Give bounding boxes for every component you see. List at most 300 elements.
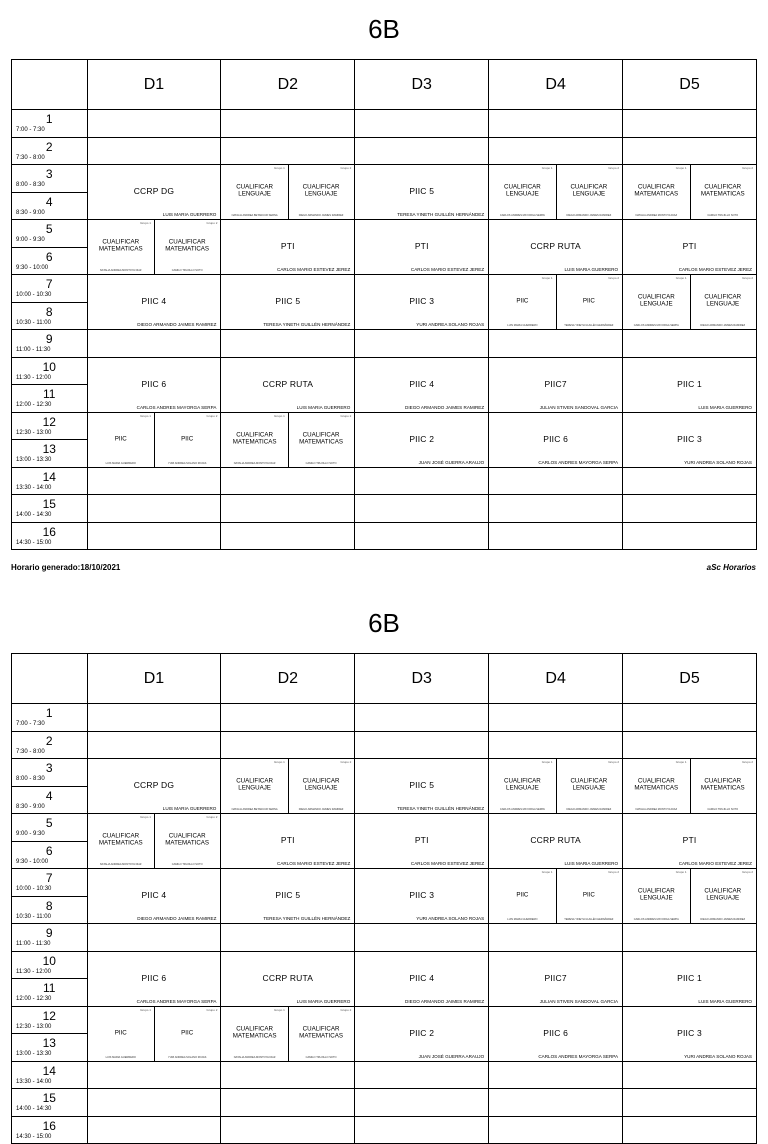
lesson-subject: CUALIFICAR LENGUAJE (236, 183, 273, 198)
period-cell (12, 1006, 88, 1034)
lesson-teacher: JULIAN STIVEN SANDOVAL GARCIA (539, 404, 619, 410)
empty-cell (87, 731, 221, 759)
period-time: 8:00 - 8:30 (16, 182, 45, 189)
lesson-teacher: LUIS MARIA GUERRERO (698, 998, 752, 1004)
lesson-teacher: DIEGO ARMANDO JAIMES RAMIREZ (298, 214, 344, 217)
period-number: 7 (45, 871, 53, 886)
period-cell (12, 896, 88, 924)
period-time: 12:30 - 13:00 (16, 429, 52, 436)
lesson-teacher: CARLOS ANDRES MAYORGA SERPA (136, 404, 217, 410)
lesson-subject: CUALIFICAR MATEMATICAS (700, 183, 745, 198)
lesson-subject: PTI (280, 834, 295, 845)
period-cell (12, 786, 88, 814)
group-label: Grupo 2 (742, 760, 753, 764)
group-label: Grupo 1 (541, 870, 553, 874)
lesson-subject: PIIC (114, 435, 127, 443)
empty-cell (623, 704, 757, 732)
lesson-subject: CCRP RUTA (262, 972, 314, 983)
lesson-teacher: NATALIA ANDREA MONTOYA DIAZ (99, 269, 142, 272)
lesson-teacher: NATALIA ANDREA MONTOYA DIAZ (635, 214, 678, 217)
lesson-cell (489, 814, 623, 869)
lesson-teacher: CARLOS ANDRES MAYORGA SERPA (136, 998, 217, 1004)
period-time: 12:00 - 12:30 (16, 996, 52, 1003)
lesson-subject: CCRP DG (133, 185, 175, 196)
lesson-teacher: CAMILO TRUJILLO SOTO (707, 808, 739, 811)
day-header: D1 (87, 60, 221, 110)
lesson-group (690, 869, 756, 923)
lesson (623, 759, 756, 813)
lesson-teacher: LUIS MARIA GUERRERO (162, 806, 217, 811)
lesson-teacher: CARLOS ANDRES MAYORGA SERPA (633, 324, 679, 327)
group-label: Grupo 2 (340, 166, 352, 170)
period-time: 10:30 - 11:00 (16, 913, 51, 920)
lesson-subject: CUALIFICAR MATEMATICAS (232, 1024, 277, 1039)
lesson-subject: PIIC 4 (409, 972, 435, 983)
period-time: 13:00 - 13:30 (16, 457, 52, 464)
lesson-group (556, 759, 622, 813)
lesson-subject: CUALIFICAR LENGUAJE (570, 777, 608, 792)
lesson-subject: PIIC 4 (409, 378, 435, 389)
lesson (221, 869, 354, 923)
lesson-teacher: CARLOS ANDRES MAYORGA SERPA (499, 214, 545, 217)
lesson-subject: CUALIFICAR MATEMATICAS (299, 430, 343, 445)
period-time: 9:30 - 10:00 (16, 264, 49, 271)
lesson-subject: PIIC 6 (141, 378, 167, 389)
period-cell (12, 704, 88, 732)
group-label: Grupo 1 (541, 760, 553, 764)
lesson (88, 952, 221, 1006)
lesson-subject: PIIC 4 (141, 889, 167, 900)
day-header: D2 (221, 60, 355, 110)
group-label: Grupo 2 (608, 870, 620, 874)
period-cell (12, 814, 88, 842)
period-number: 5 (45, 816, 53, 831)
timetable-grid-repeat (11, 653, 757, 1144)
day-header: D5 (623, 654, 757, 704)
lesson-cell (355, 759, 489, 814)
lesson-teacher: CARLOS MARIO ESTEVEZ JEREZ (678, 267, 752, 272)
period-cell (12, 951, 88, 979)
lesson-teacher: CARLOS ANDRES MAYORGA SERPA (633, 918, 679, 921)
lesson-teacher: DIEGO ARMANDO JAIMES RAMIREZ (566, 214, 612, 217)
lesson (489, 869, 622, 923)
lesson (88, 814, 221, 868)
lesson-subject: PIIC 2 (409, 1027, 435, 1038)
lesson-cell (87, 759, 221, 814)
group-label: Grupo 1 (541, 276, 553, 280)
lesson (623, 1007, 756, 1061)
period-time: 7:00 - 7:30 (16, 127, 45, 134)
lesson-subject: PIIC (582, 891, 595, 899)
period-time: 10:00 - 10:30 (16, 886, 52, 893)
empty-cell (623, 924, 757, 952)
period-number: 11 (43, 981, 56, 996)
lesson-subject: CUALIFICAR LENGUAJE (637, 293, 675, 308)
group-label: Grupo 1 (140, 221, 151, 225)
class-title-repeat: 6B (368, 608, 400, 638)
lesson-subject: PIIC 1 (677, 972, 702, 983)
lesson-cell (355, 1006, 489, 1061)
lesson-teacher: DIEGO ARMANDO JAIMES RAMIREZ (137, 322, 217, 327)
period-time: 14:00 - 14:30 (16, 512, 52, 519)
lesson-subject: PTI (414, 834, 429, 845)
lesson-subject: PIIC 3 (409, 889, 435, 900)
lesson-teacher: YURI ANDREA SOLANO ROJAS (684, 1053, 752, 1059)
empty-cell (489, 1089, 623, 1117)
group-label: Grupo 2 (340, 413, 352, 418)
lesson (88, 1007, 221, 1061)
period-time: 12:00 - 12:30 (16, 402, 52, 409)
lesson-cell (489, 1006, 623, 1061)
lesson-teacher: TERESA YINETH GUILLÉN HERNÁNDEZ (397, 212, 485, 217)
period-time: 13:00 - 13:30 (16, 1051, 52, 1058)
day-header: D2 (221, 654, 355, 704)
lesson-teacher: DIEGO ARMANDO JAIMES RAMIREZ (700, 324, 746, 327)
group-label: Grupo 2 (206, 1007, 218, 1012)
empty-cell (355, 1116, 489, 1144)
period-number: 15 (42, 1091, 56, 1106)
lesson-teacher: LUIS MARIA GUERRERO (105, 461, 136, 465)
lesson (221, 1007, 354, 1061)
period-time: 14:30 - 15:00 (16, 1133, 52, 1140)
lesson-teacher: CAMILO TRUJILLO SOTO (305, 461, 337, 465)
period-number: 13 (42, 1036, 56, 1051)
lesson-cell (623, 869, 757, 924)
period-number: 13 (42, 442, 56, 457)
empty-cell (87, 1089, 221, 1117)
lesson-subject: PIIC (114, 1029, 127, 1037)
period-number: 14 (42, 469, 56, 484)
lesson-cell (87, 1006, 221, 1061)
lesson-subject: PTI (414, 240, 429, 251)
lesson-subject: CCRP RUTA (530, 240, 581, 251)
lesson (355, 814, 488, 868)
lesson-teacher: TERESA YINETH GUILLÉN HERNÁNDEZ (263, 916, 351, 921)
lesson-teacher: CAMILO TRUJILLO SOTO (305, 1055, 337, 1059)
period-time: 12:30 - 13:00 (16, 1023, 52, 1030)
lesson-group (623, 759, 690, 813)
lesson-cell (221, 951, 355, 1006)
lesson (355, 952, 488, 1006)
period-time: 13:30 - 14:00 (16, 484, 52, 491)
period-cell (12, 731, 88, 759)
period-number: 15 (42, 497, 56, 512)
day-header: D3 (355, 60, 489, 110)
day-header: D4 (489, 60, 623, 110)
lesson-subject: CUALIFICAR LENGUAJE (503, 183, 541, 198)
lesson-cell (623, 951, 757, 1006)
period-number: 2 (45, 733, 53, 748)
lesson-teacher: NATALIA ANDREA MONTOYA DIAZ (635, 808, 678, 811)
period-time: 10:00 - 10:30 (16, 292, 52, 299)
lesson-teacher: CARLOS ANDRES MAYORGA SERPA (538, 1053, 619, 1059)
lesson-subject: CCRP RUTA (530, 834, 581, 845)
lesson-teacher: DIEGO ARMANDO JAIMES RAMIREZ (405, 998, 485, 1004)
period-number: 16 (42, 524, 56, 539)
group-label: Grupo 2 (742, 276, 753, 280)
lesson-group (690, 759, 756, 813)
lesson (355, 869, 488, 923)
empty-cell (623, 1116, 757, 1144)
empty-cell (355, 704, 489, 732)
period-number: 3 (45, 761, 53, 776)
lesson-subject: PIIC (582, 297, 595, 305)
period-time: 7:00 - 7:30 (16, 721, 45, 728)
period-number: 11 (43, 387, 56, 402)
lesson (489, 814, 622, 868)
empty-cell (489, 704, 623, 732)
lesson-group (154, 814, 220, 868)
lesson-subject: PTI (682, 240, 697, 251)
lesson-teacher: LUIS MARIA GUERRERO (564, 267, 619, 272)
period-time: 10:30 - 11:00 (16, 319, 51, 326)
lesson (355, 759, 488, 813)
period-number: 3 (45, 167, 53, 182)
lesson-teacher: LUIS MARIA GUERRERO (296, 998, 351, 1004)
lesson-cell (489, 869, 623, 924)
lesson (489, 759, 622, 813)
lesson-cell (355, 869, 489, 924)
period-number: 12 (42, 414, 56, 429)
lesson-subject: PIIC 3 (677, 433, 702, 444)
lesson-teacher: CARLOS MARIO ESTEVEZ JEREZ (410, 267, 485, 272)
lesson-subject: CUALIFICAR MATEMATICAS (98, 832, 143, 847)
lesson-teacher: NATALIA ANDREA MONTOYA DIAZ (233, 1055, 276, 1059)
lesson-cell (489, 951, 623, 1006)
lesson-teacher: TERESA YINETH GUILLÉN HERNÁNDEZ (263, 322, 351, 327)
lesson-teacher: NATALIA ANDREA MONTOYA DIAZ (99, 863, 142, 866)
lesson-subject: CUALIFICAR MATEMATICAS (700, 777, 745, 792)
lesson (221, 759, 354, 813)
period-cell (12, 1116, 88, 1144)
lesson-teacher: NATALIA ANDREA BETANCUR SERNA (231, 808, 278, 811)
lesson-cell (221, 814, 355, 869)
empty-cell (221, 731, 355, 759)
lesson-subject: CUALIFICAR MATEMATICAS (299, 1024, 343, 1039)
period-cell (12, 979, 88, 1007)
lesson-subject: CUALIFICAR LENGUAJE (570, 183, 608, 198)
period-time: 14:30 - 15:00 (16, 539, 52, 546)
lesson-subject: CUALIFICAR MATEMATICAS (232, 430, 277, 445)
lesson (623, 869, 756, 923)
lesson-cell (221, 869, 355, 924)
lesson (88, 759, 221, 813)
group-label: Grupo 1 (273, 1007, 285, 1012)
period-number: 14 (42, 1063, 56, 1078)
lesson-group (88, 1007, 155, 1061)
lesson-cell (221, 1006, 355, 1061)
lesson-subject: CUALIFICAR MATEMATICAS (634, 183, 679, 198)
group-label: Grupo 2 (206, 413, 218, 418)
group-label: Grupo 2 (608, 166, 620, 170)
period-number: 2 (45, 139, 53, 154)
lesson-teacher: CARLOS MARIO ESTEVEZ JEREZ (410, 861, 485, 866)
empty-cell (221, 1061, 355, 1089)
period-number: 1 (45, 112, 53, 127)
day-header: D4 (489, 654, 623, 704)
lesson-subject: PIIC 6 (543, 433, 569, 444)
lesson-cell (355, 951, 489, 1006)
period-number: 7 (45, 277, 53, 292)
lesson-teacher: DIEGO ARMANDO JAIMES RAMIREZ (405, 404, 485, 410)
lesson-subject: PIIC7 (544, 378, 567, 389)
group-label: Grupo 2 (206, 815, 218, 819)
group-label: Grupo 2 (742, 166, 753, 170)
lesson-group (623, 869, 690, 923)
lesson-subject: CUALIFICAR LENGUAJE (302, 183, 340, 198)
period-time: 11:00 - 11:30 (16, 941, 51, 948)
period-time: 14:00 - 14:30 (16, 1106, 52, 1113)
period-cell (12, 759, 88, 787)
lesson-subject: PIIC 6 (141, 972, 167, 983)
lesson-teacher: YURI ANDREA SOLANO ROJAS (416, 916, 485, 921)
lesson-teacher: LUIS MARIA GUERRERO (105, 1055, 136, 1059)
empty-cell (221, 704, 355, 732)
empty-cell (87, 924, 221, 952)
lesson-subject: PTI (682, 834, 697, 845)
group-label: Grupo 1 (675, 760, 687, 764)
period-time: 8:00 - 8:30 (16, 776, 45, 783)
lesson-subject: PIIC (181, 1029, 194, 1037)
empty-cell (221, 1116, 355, 1144)
lesson-teacher: CAMILO TRUJILLO SOTO (171, 269, 203, 272)
lesson-subject: CUALIFICAR MATEMATICAS (165, 832, 210, 847)
lesson-subject: PIIC 5 (275, 295, 301, 306)
empty-cell (489, 1116, 623, 1144)
empty-cell (87, 704, 221, 732)
lesson-subject: PTI (280, 240, 295, 251)
lesson-subject: PIIC 6 (543, 1027, 569, 1038)
lesson-teacher: DIEGO ARMANDO JAIMES RAMIREZ (298, 808, 344, 811)
period-number: 9 (45, 926, 53, 941)
period-cell (12, 841, 88, 869)
lesson-teacher: YURI ANDREA SOLANO ROJAS (168, 461, 207, 465)
lesson-teacher: NATALIA ANDREA BETANCUR SERNA (231, 214, 278, 217)
group-label: Grupo 1 (273, 760, 285, 764)
lesson-teacher: CARLOS ANDRES MAYORGA SERPA (499, 808, 545, 811)
lesson-subject: PIIC7 (544, 972, 567, 983)
lesson-subject: CUALIFICAR LENGUAJE (503, 777, 541, 792)
lesson-subject: PIIC (516, 891, 529, 899)
lesson-subject: CUALIFICAR LENGUAJE (236, 777, 273, 792)
group-label: Grupo 2 (742, 870, 753, 874)
lesson-teacher: YURI ANDREA SOLANO ROJAS (416, 322, 485, 327)
group-label: Grupo 1 (541, 166, 553, 170)
lesson-teacher: NATALIA ANDREA MONTOYA DIAZ (233, 461, 276, 465)
period-time: 8:30 - 9:00 (16, 209, 45, 216)
lesson-subject: CUALIFICAR LENGUAJE (704, 293, 742, 308)
lesson-teacher: LUIS MARIA GUERRERO (507, 324, 538, 327)
period-time: 9:00 - 9:30 (16, 237, 45, 244)
day-header: D3 (355, 654, 489, 704)
lesson-cell (623, 759, 757, 814)
lesson-teacher: LUIS MARIA GUERRERO (564, 861, 619, 866)
lesson-group (489, 759, 556, 813)
empty-cell (623, 731, 757, 759)
lesson (623, 952, 756, 1006)
lesson-cell (623, 1006, 757, 1061)
empty-cell (489, 924, 623, 952)
day-header: D5 (623, 60, 757, 110)
lesson-group (221, 759, 288, 813)
lesson-cell (87, 951, 221, 1006)
lesson-subject: CUALIFICAR LENGUAJE (637, 887, 675, 902)
lesson (489, 1007, 622, 1061)
empty-cell (355, 924, 489, 952)
brand-label: aSc Horarios (706, 563, 756, 572)
lesson-group (489, 869, 556, 923)
lesson-subject: CCRP RUTA (262, 378, 314, 389)
lesson-subject: PIIC 3 (409, 295, 435, 306)
lesson-subject: CCRP DG (133, 779, 175, 790)
lesson (88, 869, 221, 923)
lesson-teacher: LUIS MARIA GUERRERO (698, 404, 752, 410)
period-number: 9 (45, 332, 53, 347)
lesson-group (221, 1007, 288, 1061)
group-label: Grupo 1 (140, 1007, 151, 1012)
period-time: 11:30 - 12:00 (16, 374, 51, 381)
group-label: Grupo 1 (675, 276, 687, 280)
lesson-teacher: DIEGO ARMANDO JAIMES RAMIREZ (137, 916, 217, 921)
empty-cell (355, 731, 489, 759)
lesson-teacher: LUIS MARIA GUERRERO (507, 918, 538, 921)
lesson-subject: PIIC (181, 435, 194, 443)
lesson-group (556, 869, 622, 923)
group-label: Grupo 2 (340, 1007, 352, 1012)
lesson-cell (221, 759, 355, 814)
lesson-teacher: CARLOS MARIO ESTEVEZ JEREZ (277, 267, 351, 272)
lesson-group (288, 1007, 354, 1061)
group-label: Grupo 1 (675, 166, 687, 170)
empty-cell (221, 1089, 355, 1117)
lesson-teacher: DIEGO ARMANDO JAIMES RAMIREZ (566, 808, 612, 811)
generated-date: Horario generado:18/10/2021 (11, 563, 121, 572)
period-number: 16 (42, 1118, 56, 1133)
empty-cell (355, 1089, 489, 1117)
group-label: Grupo 1 (273, 413, 285, 418)
lesson-teacher: CAMILO TRUJILLO SOTO (707, 214, 739, 217)
period-time: 9:00 - 9:30 (16, 831, 45, 838)
class-title: 6B (368, 14, 400, 44)
lesson-subject: PIIC (516, 297, 529, 305)
empty-cell (489, 731, 623, 759)
lesson (221, 952, 354, 1006)
group-label: Grupo 2 (608, 760, 620, 764)
period-number: 5 (45, 222, 53, 237)
lesson (489, 952, 622, 1006)
group-label: Grupo 1 (140, 815, 151, 819)
empty-cell (489, 1061, 623, 1089)
lesson-subject: CUALIFICAR MATEMATICAS (165, 238, 210, 253)
period-number: 10 (42, 953, 56, 968)
lesson-group (88, 814, 155, 868)
group-label: Grupo 2 (608, 276, 620, 280)
empty-cell (623, 1061, 757, 1089)
group-label: Grupo 2 (206, 221, 218, 225)
period-number: 6 (45, 249, 53, 264)
lesson (623, 814, 756, 868)
lesson-teacher: JUAN JOSÉ GUERRA ARAUJO (418, 1053, 485, 1059)
lesson-subject: PIIC 5 (409, 779, 435, 790)
period-number: 8 (45, 304, 53, 319)
empty-cell (87, 1061, 221, 1089)
lesson-subject: CUALIFICAR MATEMATICAS (98, 238, 143, 253)
period-number: 1 (45, 706, 53, 721)
period-time: 7:30 - 8:00 (16, 748, 45, 755)
lesson-teacher: TERESA YINETH GUILLÉN HERNÁNDEZ (397, 806, 485, 811)
period-number: 4 (45, 788, 53, 803)
lesson-teacher: CARLOS MARIO ESTEVEZ JEREZ (678, 861, 752, 866)
